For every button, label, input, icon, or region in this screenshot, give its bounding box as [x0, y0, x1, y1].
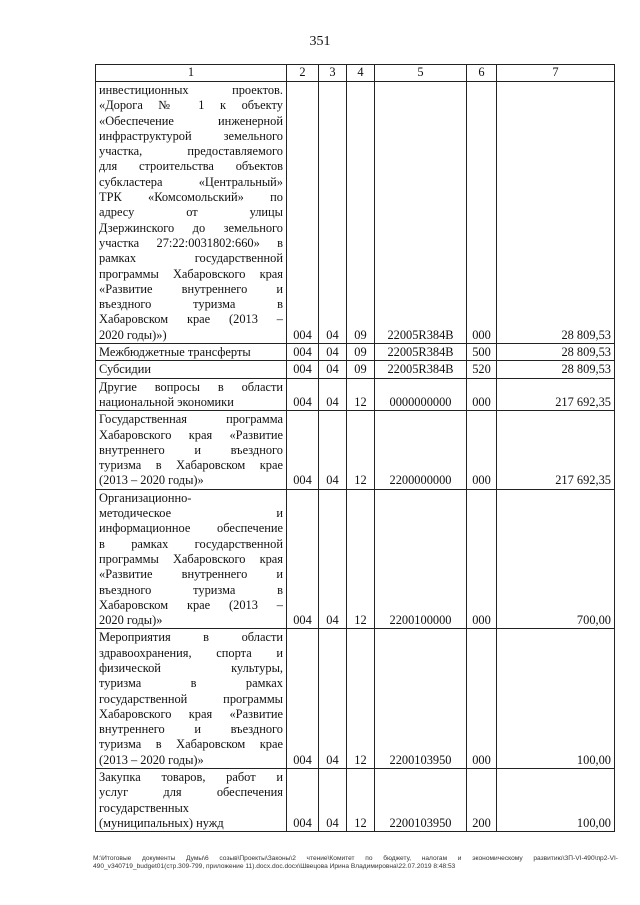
- row-name-line: субкластера «Центральный»: [99, 174, 283, 189]
- row-name-line: туризма в Хабаровском крае: [99, 737, 283, 752]
- row-name-line: участка, предоставляемого: [99, 144, 283, 159]
- table-row: [96, 769, 615, 832]
- section-code-cell: 04: [319, 769, 347, 832]
- row-name-cell: [96, 82, 287, 344]
- section-code-cell: 04: [319, 489, 347, 629]
- ministry-code-cell: 004: [287, 411, 319, 489]
- subsection-code-cell: 09: [347, 344, 375, 361]
- row-name-cell: [96, 769, 287, 832]
- section-code-cell: 04: [319, 411, 347, 489]
- row-name-line: физической культуры,: [99, 660, 283, 675]
- row-name-line: участка 27:22:0031802:660» в: [99, 235, 283, 250]
- row-name-line: Межбюджетные трансферты: [99, 345, 251, 360]
- row-name-cell: [96, 489, 287, 629]
- subsection-code-cell: 12: [347, 769, 375, 832]
- amount-cell: 100,00: [497, 769, 615, 832]
- subsection-code-cell: 09: [347, 82, 375, 344]
- row-name-line: 2020 годы)»: [99, 613, 163, 628]
- row-name-line: национальной экономики: [99, 394, 234, 409]
- ministry-code-cell: 004: [287, 82, 319, 344]
- expense-type-cell: 000: [467, 82, 497, 344]
- row-name-cell: [96, 361, 287, 378]
- subsection-code-cell: 12: [347, 378, 375, 411]
- row-name-line: внутреннего и въездного: [99, 722, 283, 737]
- section-code-cell: 04: [319, 82, 347, 344]
- target-article-cell: 22005R384B: [375, 82, 467, 344]
- target-article-cell: 22005R384B: [375, 361, 467, 378]
- row-name-line: здравоохранения, спорта и: [99, 645, 283, 660]
- header-cell: 7: [497, 65, 615, 82]
- table-row: [96, 489, 615, 629]
- header-cell: 1: [96, 65, 287, 82]
- expense-type-cell: 200: [467, 769, 497, 832]
- amount-cell: 100,00: [497, 629, 615, 769]
- row-name-line: Организационно-: [99, 490, 192, 505]
- document-path-footer: М:\Итоговые документы Думы\6 созыв\Проекты\Законы\2 чтение\Комитет по бюджету, налогам и экономическому развитию\ЗП-VI-490\пр2-VI-490_v340719_budget01(стр.309-799, приложение 11).docx.doc.docx\Швецова Ирина Владимировна\22.07.2019 8:48:53: [93, 855, 618, 870]
- row-name-line: государственной программы: [99, 691, 283, 706]
- row-name-line: «Обеспечение инженерной: [99, 113, 283, 128]
- row-name-line: программы Хабаровского края: [99, 266, 283, 281]
- row-name-line: Закупка товаров, работ и: [99, 770, 283, 785]
- row-name-line: информационное обеспечение: [99, 521, 283, 536]
- row-name-line: (2013 – 2020 годы)»: [99, 752, 204, 767]
- row-name-line: Дзержинского до земельного: [99, 220, 283, 235]
- row-name-line: Хабаровском крае (2013 –: [99, 312, 283, 327]
- row-name-line: Мероприятия в области: [99, 630, 283, 645]
- row-name-line: Хабаровского края «Развитие: [99, 706, 283, 721]
- row-name-line: услуг для обеспечения: [99, 785, 283, 800]
- amount-cell: 28 809,53: [497, 361, 615, 378]
- row-name-line: инвестиционных проектов.: [99, 83, 283, 97]
- row-name-line: адресу от улицы: [99, 205, 283, 220]
- table-row: [96, 82, 615, 344]
- target-article-cell: 22005R384B: [375, 344, 467, 361]
- row-name-line: «Дорога № 1 к объекту: [99, 98, 283, 113]
- header-cell: 3: [319, 65, 347, 82]
- header-cell: 5: [375, 65, 467, 82]
- table-row: [96, 344, 615, 361]
- expense-type-cell: 000: [467, 489, 497, 629]
- section-code-cell: 04: [319, 629, 347, 769]
- expense-type-cell: 000: [467, 378, 497, 411]
- row-name-cell: [96, 344, 287, 361]
- row-name-line: для строительства объектов: [99, 159, 283, 174]
- row-name-line: туризма в Хабаровском крае: [99, 458, 283, 473]
- ministry-code-cell: 004: [287, 489, 319, 629]
- ministry-code-cell: 004: [287, 378, 319, 411]
- row-name-line: 2020 годы)»): [99, 327, 167, 342]
- header-cell: 6: [467, 65, 497, 82]
- header-cell: 4: [347, 65, 375, 82]
- expense-type-cell: 000: [467, 629, 497, 769]
- target-article-cell: 2200103950: [375, 769, 467, 832]
- row-name-line: инфраструктурой земельного: [99, 128, 283, 143]
- ministry-code-cell: 004: [287, 629, 319, 769]
- row-name-line: «Развитие внутреннего и: [99, 567, 283, 582]
- amount-cell: 700,00: [497, 489, 615, 629]
- ministry-code-cell: 004: [287, 361, 319, 378]
- expense-type-cell: 500: [467, 344, 497, 361]
- row-name-line: туризма в рамках: [99, 676, 283, 691]
- page-number: 351: [309, 34, 331, 49]
- row-name-line: в рамках государственной: [99, 536, 283, 551]
- subsection-code-cell: 09: [347, 361, 375, 378]
- section-code-cell: 04: [319, 378, 347, 411]
- row-name-line: Субсидии: [99, 362, 151, 377]
- row-name-line: методическое и: [99, 506, 283, 521]
- row-name-cell: [96, 411, 287, 489]
- subsection-code-cell: 12: [347, 411, 375, 489]
- expense-type-cell: 000: [467, 411, 497, 489]
- ministry-code-cell: 004: [287, 769, 319, 832]
- table-row: [96, 629, 615, 769]
- row-name-line: программы Хабаровского края: [99, 551, 283, 566]
- budget-table: [95, 64, 615, 832]
- row-name-line: ТРК «Комсомольский» по: [99, 190, 283, 205]
- row-name-line: «Развитие внутреннего и: [99, 281, 283, 296]
- target-article-cell: 0000000000: [375, 378, 467, 411]
- row-name-line: государственных: [99, 800, 190, 815]
- target-article-cell: 2200100000: [375, 489, 467, 629]
- table-row: [96, 378, 615, 411]
- row-name-line: (муниципальных) нужд: [99, 815, 224, 830]
- section-code-cell: 04: [319, 361, 347, 378]
- subsection-code-cell: 12: [347, 629, 375, 769]
- section-code-cell: 04: [319, 344, 347, 361]
- row-name-line: (2013 – 2020 годы)»: [99, 473, 204, 488]
- row-name-line: рамках государственной: [99, 251, 283, 266]
- expense-type-cell: 520: [467, 361, 497, 378]
- table-row: [96, 411, 615, 489]
- row-name-line: Хабаровского края «Развитие: [99, 427, 283, 442]
- amount-cell: 28 809,53: [497, 344, 615, 361]
- row-name-line: въездного туризма в: [99, 297, 283, 312]
- ministry-code-cell: 004: [287, 344, 319, 361]
- target-article-cell: 2200103950: [375, 629, 467, 769]
- amount-cell: 217 692,35: [497, 378, 615, 411]
- row-name-line: Хабаровском крае (2013 –: [99, 597, 283, 612]
- row-name-cell: [96, 378, 287, 411]
- header-cell: 2: [287, 65, 319, 82]
- row-name-line: Другие вопросы в области: [99, 379, 283, 394]
- amount-cell: 28 809,53: [497, 82, 615, 344]
- table-row: [96, 361, 615, 378]
- table-header-row: [96, 65, 615, 82]
- row-name-line: внутреннего и въездного: [99, 442, 283, 457]
- subsection-code-cell: 12: [347, 489, 375, 629]
- target-article-cell: 2200000000: [375, 411, 467, 489]
- row-name-line: Государственная программа: [99, 412, 283, 427]
- row-name-cell: [96, 629, 287, 769]
- row-name-line: въездного туризма в: [99, 582, 283, 597]
- amount-cell: 217 692,35: [497, 411, 615, 489]
